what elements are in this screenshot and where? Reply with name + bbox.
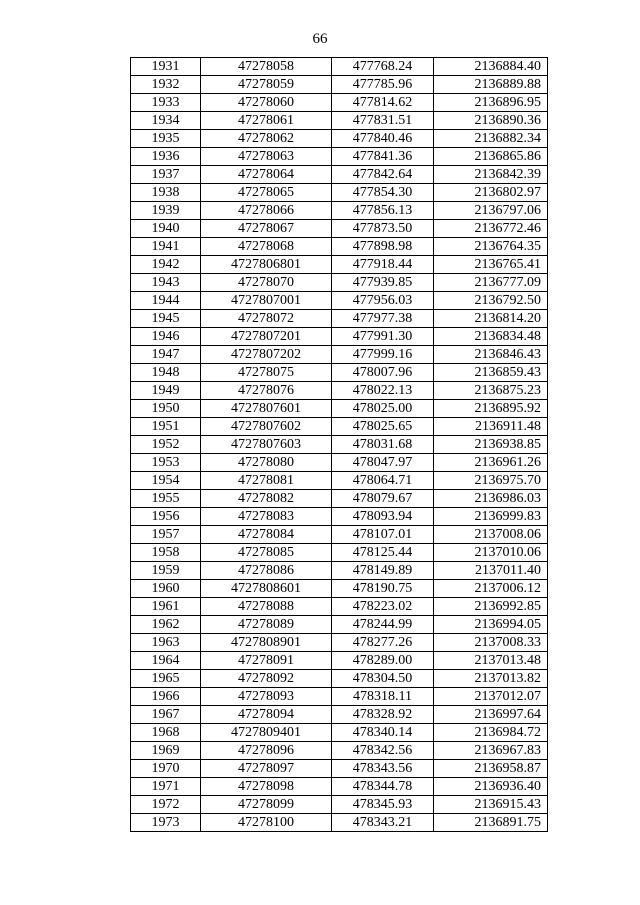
point-id-cell: 47278075 xyxy=(201,364,332,382)
x-coordinate-cell: 477842.64 xyxy=(332,166,434,184)
row-index-cell: 1954 xyxy=(131,472,201,490)
table-row xyxy=(131,724,548,742)
table-row xyxy=(131,292,548,310)
y-coordinate-cell: 2136891.75 xyxy=(434,814,548,832)
table-row xyxy=(131,382,548,400)
point-id-cell: 47278082 xyxy=(201,490,332,508)
y-coordinate-cell: 2136882.34 xyxy=(434,130,548,148)
y-coordinate-cell: 2136999.83 xyxy=(434,508,548,526)
table-row xyxy=(131,796,548,814)
row-index-cell: 1947 xyxy=(131,346,201,364)
table-row xyxy=(131,544,548,562)
point-id-cell: 47278081 xyxy=(201,472,332,490)
y-coordinate-cell: 2136889.88 xyxy=(434,76,548,94)
x-coordinate-cell: 478079.67 xyxy=(332,490,434,508)
x-coordinate-cell: 478277.26 xyxy=(332,634,434,652)
table-row xyxy=(131,76,548,94)
point-id-cell: 4727807601 xyxy=(201,400,332,418)
table-row xyxy=(131,490,548,508)
point-id-cell: 4727806801 xyxy=(201,256,332,274)
row-index-cell: 1958 xyxy=(131,544,201,562)
table-row xyxy=(131,418,548,436)
table-row xyxy=(131,436,548,454)
x-coordinate-cell: 478328.92 xyxy=(332,706,434,724)
y-coordinate-cell: 2136992.85 xyxy=(434,598,548,616)
y-coordinate-cell: 2136975.70 xyxy=(434,472,548,490)
row-index-cell: 1955 xyxy=(131,490,201,508)
table-row xyxy=(131,310,548,328)
y-coordinate-cell: 2136967.83 xyxy=(434,742,548,760)
table-row xyxy=(131,148,548,166)
point-id-cell: 47278066 xyxy=(201,202,332,220)
row-index-cell: 1944 xyxy=(131,292,201,310)
row-index-cell: 1969 xyxy=(131,742,201,760)
y-coordinate-cell: 2136997.64 xyxy=(434,706,548,724)
point-id-cell: 47278083 xyxy=(201,508,332,526)
row-index-cell: 1948 xyxy=(131,364,201,382)
y-coordinate-cell: 2136895.92 xyxy=(434,400,548,418)
x-coordinate-cell: 477898.98 xyxy=(332,238,434,256)
y-coordinate-cell: 2137011.40 xyxy=(434,562,548,580)
table-row xyxy=(131,202,548,220)
row-index-cell: 1933 xyxy=(131,94,201,112)
point-id-cell: 4727808901 xyxy=(201,634,332,652)
y-coordinate-cell: 2136961.26 xyxy=(434,454,548,472)
x-coordinate-cell: 478025.65 xyxy=(332,418,434,436)
x-coordinate-cell: 478318.11 xyxy=(332,688,434,706)
point-id-cell: 47278063 xyxy=(201,148,332,166)
row-index-cell: 1967 xyxy=(131,706,201,724)
y-coordinate-cell: 2137013.48 xyxy=(434,652,548,670)
row-index-cell: 1956 xyxy=(131,508,201,526)
y-coordinate-cell: 2136915.43 xyxy=(434,796,548,814)
y-coordinate-cell: 2136772.46 xyxy=(434,220,548,238)
x-coordinate-cell: 477840.46 xyxy=(332,130,434,148)
table-row xyxy=(131,112,548,130)
x-coordinate-cell: 478190.75 xyxy=(332,580,434,598)
row-index-cell: 1940 xyxy=(131,220,201,238)
row-index-cell: 1972 xyxy=(131,796,201,814)
row-index-cell: 1935 xyxy=(131,130,201,148)
point-id-cell: 47278070 xyxy=(201,274,332,292)
table-row xyxy=(131,274,548,292)
y-coordinate-cell: 2136802.97 xyxy=(434,184,548,202)
y-coordinate-cell: 2136842.39 xyxy=(434,166,548,184)
point-id-cell: 47278088 xyxy=(201,598,332,616)
y-coordinate-cell: 2136765.41 xyxy=(434,256,548,274)
row-index-cell: 1971 xyxy=(131,778,201,796)
y-coordinate-cell: 2136911.48 xyxy=(434,418,548,436)
table-row xyxy=(131,472,548,490)
row-index-cell: 1968 xyxy=(131,724,201,742)
x-coordinate-cell: 477873.50 xyxy=(332,220,434,238)
row-index-cell: 1934 xyxy=(131,112,201,130)
y-coordinate-cell: 2137008.06 xyxy=(434,526,548,544)
point-id-cell: 47278059 xyxy=(201,76,332,94)
row-index-cell: 1941 xyxy=(131,238,201,256)
x-coordinate-cell: 477999.16 xyxy=(332,346,434,364)
table-row xyxy=(131,526,548,544)
table-row xyxy=(131,670,548,688)
x-coordinate-cell: 477939.85 xyxy=(332,274,434,292)
table-row xyxy=(131,778,548,796)
y-coordinate-cell: 2136846.43 xyxy=(434,346,548,364)
table-row xyxy=(131,616,548,634)
point-id-cell: 47278068 xyxy=(201,238,332,256)
row-index-cell: 1952 xyxy=(131,436,201,454)
row-index-cell: 1966 xyxy=(131,688,201,706)
table-row xyxy=(131,508,548,526)
y-coordinate-cell: 2137013.82 xyxy=(434,670,548,688)
table-row xyxy=(131,400,548,418)
row-index-cell: 1946 xyxy=(131,328,201,346)
point-id-cell: 47278091 xyxy=(201,652,332,670)
table-row xyxy=(131,220,548,238)
x-coordinate-cell: 477854.30 xyxy=(332,184,434,202)
x-coordinate-cell: 477956.03 xyxy=(332,292,434,310)
row-index-cell: 1960 xyxy=(131,580,201,598)
x-coordinate-cell: 478125.44 xyxy=(332,544,434,562)
x-coordinate-cell: 478149.89 xyxy=(332,562,434,580)
table-row xyxy=(131,58,548,76)
x-coordinate-cell: 478304.50 xyxy=(332,670,434,688)
point-id-cell: 4727807001 xyxy=(201,292,332,310)
x-coordinate-cell: 478343.56 xyxy=(332,760,434,778)
table-row xyxy=(131,814,548,832)
y-coordinate-cell: 2136865.86 xyxy=(434,148,548,166)
table-row xyxy=(131,94,548,112)
table-row xyxy=(131,598,548,616)
y-coordinate-cell: 2136986.03 xyxy=(434,490,548,508)
x-coordinate-cell: 477856.13 xyxy=(332,202,434,220)
table-row xyxy=(131,760,548,778)
x-coordinate-cell: 477814.62 xyxy=(332,94,434,112)
table-row xyxy=(131,238,548,256)
point-id-cell: 47278061 xyxy=(201,112,332,130)
row-index-cell: 1932 xyxy=(131,76,201,94)
point-id-cell: 4727807603 xyxy=(201,436,332,454)
x-coordinate-cell: 478244.99 xyxy=(332,616,434,634)
table-row xyxy=(131,562,548,580)
x-coordinate-cell: 477991.30 xyxy=(332,328,434,346)
row-index-cell: 1931 xyxy=(131,58,201,76)
y-coordinate-cell: 2137012.07 xyxy=(434,688,548,706)
x-coordinate-cell: 478022.13 xyxy=(332,382,434,400)
y-coordinate-cell: 2136936.40 xyxy=(434,778,548,796)
point-id-cell: 47278093 xyxy=(201,688,332,706)
point-id-cell: 4727809401 xyxy=(201,724,332,742)
coordinates-table xyxy=(130,57,548,832)
x-coordinate-cell: 478344.78 xyxy=(332,778,434,796)
point-id-cell: 47278076 xyxy=(201,382,332,400)
row-index-cell: 1957 xyxy=(131,526,201,544)
point-id-cell: 47278065 xyxy=(201,184,332,202)
x-coordinate-cell: 477918.44 xyxy=(332,256,434,274)
row-index-cell: 1950 xyxy=(131,400,201,418)
point-id-cell: 47278098 xyxy=(201,778,332,796)
point-id-cell: 47278099 xyxy=(201,796,332,814)
x-coordinate-cell: 478093.94 xyxy=(332,508,434,526)
table-row xyxy=(131,364,548,382)
point-id-cell: 47278064 xyxy=(201,166,332,184)
table-row xyxy=(131,580,548,598)
point-id-cell: 47278097 xyxy=(201,760,332,778)
point-id-cell: 4727808601 xyxy=(201,580,332,598)
point-id-cell: 4727807201 xyxy=(201,328,332,346)
point-id-cell: 47278094 xyxy=(201,706,332,724)
point-id-cell: 47278084 xyxy=(201,526,332,544)
point-id-cell: 47278086 xyxy=(201,562,332,580)
y-coordinate-cell: 2136958.87 xyxy=(434,760,548,778)
x-coordinate-cell: 478025.00 xyxy=(332,400,434,418)
row-index-cell: 1937 xyxy=(131,166,201,184)
table-row xyxy=(131,256,548,274)
row-index-cell: 1962 xyxy=(131,616,201,634)
point-id-cell: 47278085 xyxy=(201,544,332,562)
row-index-cell: 1943 xyxy=(131,274,201,292)
y-coordinate-cell: 2136938.85 xyxy=(434,436,548,454)
row-index-cell: 1938 xyxy=(131,184,201,202)
x-coordinate-cell: 477831.51 xyxy=(332,112,434,130)
x-coordinate-cell: 478047.97 xyxy=(332,454,434,472)
point-id-cell: 47278062 xyxy=(201,130,332,148)
row-index-cell: 1965 xyxy=(131,670,201,688)
x-coordinate-cell: 477841.36 xyxy=(332,148,434,166)
row-index-cell: 1964 xyxy=(131,652,201,670)
coordinates-table-body xyxy=(131,58,548,832)
table-row xyxy=(131,328,548,346)
y-coordinate-cell: 2137008.33 xyxy=(434,634,548,652)
x-coordinate-cell: 477977.38 xyxy=(332,310,434,328)
table-row xyxy=(131,652,548,670)
table-row xyxy=(131,742,548,760)
row-index-cell: 1942 xyxy=(131,256,201,274)
row-index-cell: 1951 xyxy=(131,418,201,436)
point-id-cell: 47278100 xyxy=(201,814,332,832)
row-index-cell: 1949 xyxy=(131,382,201,400)
row-index-cell: 1963 xyxy=(131,634,201,652)
table-row xyxy=(131,346,548,364)
y-coordinate-cell: 2136792.50 xyxy=(434,292,548,310)
point-id-cell: 47278089 xyxy=(201,616,332,634)
y-coordinate-cell: 2136890.36 xyxy=(434,112,548,130)
point-id-cell: 47278060 xyxy=(201,94,332,112)
x-coordinate-cell: 478289.00 xyxy=(332,652,434,670)
table-row xyxy=(131,454,548,472)
y-coordinate-cell: 2137006.12 xyxy=(434,580,548,598)
x-coordinate-cell: 478340.14 xyxy=(332,724,434,742)
y-coordinate-cell: 2137010.06 xyxy=(434,544,548,562)
y-coordinate-cell: 2136814.20 xyxy=(434,310,548,328)
point-id-cell: 47278080 xyxy=(201,454,332,472)
table-row xyxy=(131,706,548,724)
x-coordinate-cell: 477768.24 xyxy=(332,58,434,76)
x-coordinate-cell: 478223.02 xyxy=(332,598,434,616)
table-row xyxy=(131,166,548,184)
row-index-cell: 1939 xyxy=(131,202,201,220)
point-id-cell: 4727807202 xyxy=(201,346,332,364)
y-coordinate-cell: 2136896.95 xyxy=(434,94,548,112)
point-id-cell: 47278067 xyxy=(201,220,332,238)
x-coordinate-cell: 478107.01 xyxy=(332,526,434,544)
x-coordinate-cell: 477785.96 xyxy=(332,76,434,94)
page-number: 66 xyxy=(312,31,328,47)
x-coordinate-cell: 478343.21 xyxy=(332,814,434,832)
y-coordinate-cell: 2136764.35 xyxy=(434,238,548,256)
x-coordinate-cell: 478345.93 xyxy=(332,796,434,814)
row-index-cell: 1961 xyxy=(131,598,201,616)
point-id-cell: 47278096 xyxy=(201,742,332,760)
row-index-cell: 1959 xyxy=(131,562,201,580)
y-coordinate-cell: 2136797.06 xyxy=(434,202,548,220)
point-id-cell: 4727807602 xyxy=(201,418,332,436)
y-coordinate-cell: 2136859.43 xyxy=(434,364,548,382)
x-coordinate-cell: 478031.68 xyxy=(332,436,434,454)
row-index-cell: 1970 xyxy=(131,760,201,778)
row-index-cell: 1945 xyxy=(131,310,201,328)
y-coordinate-cell: 2136875.23 xyxy=(434,382,548,400)
table-row xyxy=(131,634,548,652)
y-coordinate-cell: 2136777.09 xyxy=(434,274,548,292)
table-row xyxy=(131,688,548,706)
y-coordinate-cell: 2136994.05 xyxy=(434,616,548,634)
point-id-cell: 47278072 xyxy=(201,310,332,328)
y-coordinate-cell: 2136834.48 xyxy=(434,328,548,346)
point-id-cell: 47278092 xyxy=(201,670,332,688)
table-row xyxy=(131,130,548,148)
table-row xyxy=(131,184,548,202)
x-coordinate-cell: 478007.96 xyxy=(332,364,434,382)
y-coordinate-cell: 2136884.40 xyxy=(434,58,548,76)
point-id-cell: 47278058 xyxy=(201,58,332,76)
x-coordinate-cell: 478064.71 xyxy=(332,472,434,490)
y-coordinate-cell: 2136984.72 xyxy=(434,724,548,742)
row-index-cell: 1973 xyxy=(131,814,201,832)
x-coordinate-cell: 478342.56 xyxy=(332,742,434,760)
row-index-cell: 1936 xyxy=(131,148,201,166)
row-index-cell: 1953 xyxy=(131,454,201,472)
